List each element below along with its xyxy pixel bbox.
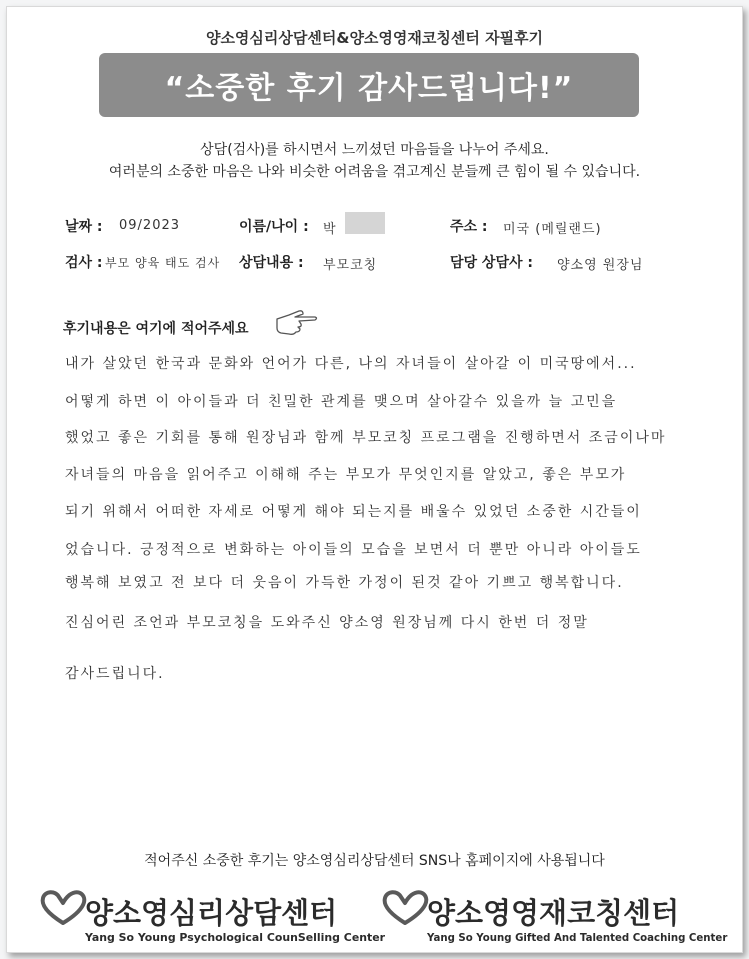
review-line-3: 했었고 좋은 기회를 통해 원장님과 함께 부모코칭 프로그램을 진행하면서 조금이나마 xyxy=(65,430,667,446)
date-value: 09/2023 xyxy=(119,218,181,233)
content-label: 상담내용 : xyxy=(239,255,304,271)
pointing-hand-icon xyxy=(275,307,319,337)
intro-text xyxy=(7,139,742,183)
review-line-8: 진심어린 조언과 부모코칭을 도와주신 양소영 원장님께 다시 한번 더 정말 xyxy=(65,615,589,631)
review-line-2: 어떻게 하면 이 아이들과 더 친밀한 관계를 맺으며 살아갈수 있을까 늘 고민을 xyxy=(65,394,618,410)
test-label: 검사 : xyxy=(65,255,103,271)
review-line-7: 행복해 보였고 전 보다 더 웃음이 가득한 가정이 된것 같아 기쁘고 행복합니다. xyxy=(65,575,624,591)
name-label: 이름/나이 : xyxy=(239,219,309,235)
logo1-subtitle: Yang So Young Psychological CounSelling Center xyxy=(85,931,386,944)
counselor-label: 담당 상담사 : xyxy=(450,255,533,271)
content-value: 부모코칭 xyxy=(323,258,378,273)
date-label: 날짜 : xyxy=(65,219,103,235)
logo1-name: 양소영심리상담센터 xyxy=(85,896,338,930)
thanks-banner xyxy=(99,53,639,117)
review-line-5: 되기 위해서 어떠한 자세로 어떻게 해야 되는지를 배울수 있었던 소중한 시간들이 xyxy=(65,504,642,520)
banner-text: “소중한 후기 감사드립니다!” xyxy=(164,71,574,106)
logo2-subtitle: Yang So Young Gifted And Talented Coaching Center xyxy=(427,931,728,944)
address-label: 주소 : xyxy=(450,219,488,235)
center-names-title: 양소영심리상담센터&양소영영재코칭센터 자필후기 xyxy=(205,29,544,47)
redacted-name xyxy=(345,212,385,234)
heart-logo-icon xyxy=(37,887,89,927)
heart-logo-icon xyxy=(379,887,431,927)
review-section-label: 후기내용은 여기에 적어주세요 xyxy=(63,321,249,337)
name-value: 박 xyxy=(323,222,337,237)
logo2-name: 양소영영재코칭센터 xyxy=(427,896,680,930)
intro-line-1: 상담(검사)를 하시면서 느끼셨던 마음들을 나누어 주세요. xyxy=(200,142,549,158)
review-sheet xyxy=(6,6,743,953)
review-line-6: 었습니다. 긍정적으로 변화하는 아이들의 모습을 보면서 더 뿐만 아니라 아이들도 xyxy=(65,542,642,558)
review-line-9: 감사드립니다. xyxy=(65,666,165,682)
test-value: 부모 양육 태도 검사 xyxy=(105,256,221,270)
footer-note: 적어주신 소중한 후기는 양소영심리상담센터 SNS나 홈페이지에 사용됩니다 xyxy=(144,853,605,869)
address-value: 미국 (메릴랜드) xyxy=(503,222,602,237)
counselor-value: 양소영 원장님 xyxy=(557,258,644,273)
intro-line-2: 여러분의 소중한 마음은 나와 비슷한 어려움을 겪고계신 분들께 큰 힘이 될 수 있습니다. xyxy=(108,164,641,180)
review-line-1: 내가 살았던 한국과 문화와 언어가 다른, 나의 자녀들이 살아갈 이 미국땅에서... xyxy=(65,356,637,372)
review-line-4: 자녀들의 마음을 읽어주고 이해해 주는 부모가 무엇인지를 알았고, 좋은 부모가 xyxy=(65,467,627,483)
